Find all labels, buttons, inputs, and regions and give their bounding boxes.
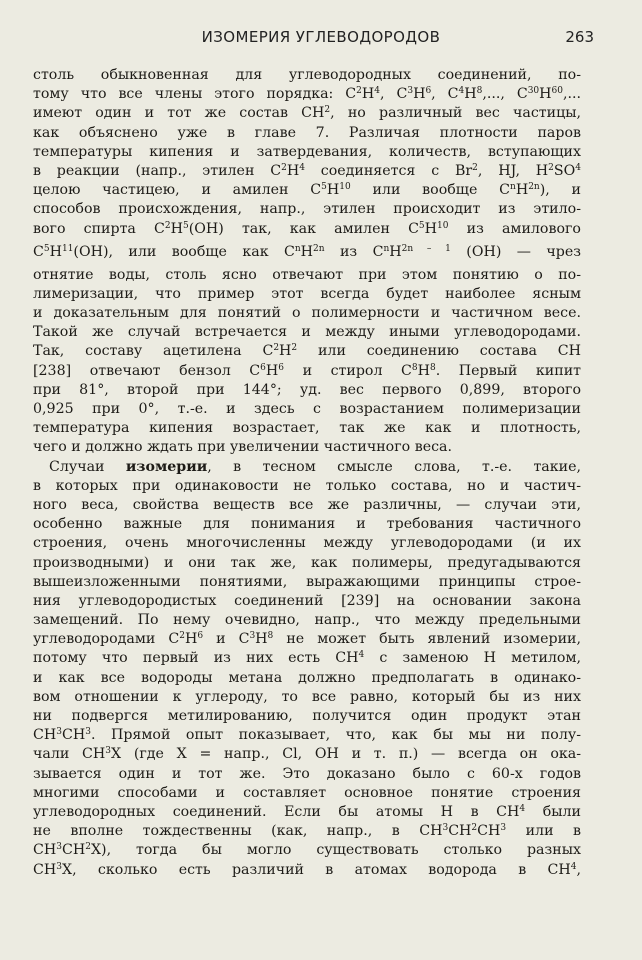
text-run: , HJ, H — [477, 162, 549, 179]
text-run: H — [265, 362, 279, 379]
text-run: и как все водороды метана должно предполагать в одинако- — [33, 669, 581, 686]
text-run: CH — [33, 842, 57, 859]
text-run: , C — [431, 86, 459, 103]
superscript: 2 — [164, 220, 171, 231]
text-line — [33, 841, 581, 860]
superscript: 3 — [56, 842, 62, 853]
superscript: 5 — [43, 243, 50, 254]
superscript: 3 — [56, 727, 62, 738]
superscript: 6 — [278, 362, 285, 373]
text-run: из амилового — [448, 220, 581, 237]
text-line — [33, 381, 581, 400]
text-line — [33, 458, 581, 477]
superscript: 6 — [425, 86, 432, 97]
text-line — [33, 611, 581, 630]
text-run: (OH) так, как амилен C — [188, 220, 419, 237]
text-run: H — [49, 243, 62, 260]
superscript: 8 — [429, 362, 436, 373]
text-run: строения, очень многочисленны между углеводородами (и их — [33, 535, 581, 552]
text-run: H — [515, 182, 529, 199]
text-line — [33, 649, 581, 668]
superscript: 2 — [273, 343, 280, 354]
superscript: 2 — [291, 343, 298, 354]
text-run: вого спирта C — [33, 220, 165, 237]
superscript: 2 — [471, 823, 478, 834]
text-run: H — [184, 631, 198, 648]
text-run: или вообще C — [350, 182, 511, 199]
text-run: температуры кипения и затвердевания, количеств, вступающих — [33, 143, 581, 160]
text-line — [33, 438, 581, 457]
text-line — [33, 477, 581, 496]
body-text — [33, 66, 581, 880]
page-number: 263 — [565, 28, 594, 46]
superscript: 3 — [500, 823, 507, 834]
text-line — [33, 784, 581, 803]
text-run: и доказательным для понятий о полимерности и частичном весе. — [33, 305, 581, 322]
text-run: H — [539, 86, 552, 103]
text-run: H — [389, 243, 402, 260]
text-run: X (где X = напр., Cl, OH и т. п.) — всегда он ока- — [111, 746, 582, 763]
text-line — [33, 220, 581, 239]
text-run: или в — [506, 823, 581, 840]
superscript: 3 — [407, 86, 414, 97]
text-run: CH — [477, 823, 501, 840]
text-run: H — [326, 182, 340, 199]
text-line — [33, 342, 581, 361]
text-line — [33, 554, 581, 573]
text-run: CH — [33, 727, 57, 744]
text-run: особенно важные для понимания и требования частичного — [33, 516, 581, 533]
text-run: H — [300, 243, 314, 260]
text-run: чего и должно ждать при увеличении частичного веса. — [33, 439, 453, 456]
superscript: 3 — [105, 746, 111, 757]
text-run: лимеризации, что пример этот всегда будет наиболее ясным — [33, 285, 581, 302]
text-run: были — [525, 803, 581, 820]
text-run: H — [417, 362, 430, 379]
text-line — [33, 323, 581, 342]
superscript: 2n — [313, 243, 325, 254]
text-run: Случаи — [49, 458, 126, 475]
text-run: H — [361, 86, 375, 103]
superscript: 8 — [267, 631, 274, 642]
text-line — [33, 496, 581, 515]
bold-term: изомерии — [125, 458, 208, 475]
text-line — [33, 143, 581, 162]
text-run: , — [576, 861, 581, 878]
text-line — [33, 266, 581, 285]
text-run: ного веса, свойства веществ все же различны, — случаи эти, — [33, 496, 581, 513]
superscript: 10 — [339, 182, 351, 193]
text-run: H — [424, 220, 438, 237]
superscript: 5 — [418, 220, 425, 231]
text-run: целою частицею, и амилен C — [33, 182, 322, 199]
text-run: углеводородами C — [33, 631, 180, 648]
superscript: 3 — [442, 823, 449, 834]
text-line — [33, 362, 581, 381]
superscript: 30 — [527, 86, 540, 97]
superscript: 2 — [281, 162, 287, 173]
text-run: CH — [448, 823, 472, 840]
text-run: вом отношении к углероду, то все равно, который бы из них — [33, 688, 581, 705]
text-run: отнятие воды, столь ясно отвечают при этом понятию о по- — [33, 266, 581, 283]
text-run: CH — [61, 842, 86, 859]
text-run: [238] отвечают бензол C — [33, 362, 261, 379]
text-line — [33, 304, 581, 323]
text-line — [33, 765, 581, 784]
text-run: CH — [33, 861, 57, 878]
running-header — [36, 28, 606, 52]
text-run: (OH) — чрез — [450, 243, 581, 260]
superscript: 4 — [570, 861, 577, 872]
superscript: 2 — [548, 162, 554, 173]
text-run: X), тогда бы могло существовать столько разных — [90, 842, 581, 859]
text-line — [33, 707, 581, 726]
text-run: X, сколько есть различий в атомах водорода в CH — [61, 861, 571, 878]
text-run: с заменою H метилом, — [364, 650, 581, 667]
text-run: Такой же случай встречается и между иными углеводородами. — [33, 324, 581, 341]
superscript: 8 — [476, 86, 483, 97]
superscript: 2n – 1 — [401, 243, 451, 254]
text-line — [33, 861, 581, 880]
text-line — [33, 285, 581, 304]
text-line — [33, 822, 581, 841]
text-run: как объяснено уже в главе 7. Различая плотности паров — [33, 124, 581, 141]
text-line — [33, 592, 581, 611]
superscript: 2 — [356, 86, 362, 97]
text-run: H — [255, 631, 268, 648]
text-run: ния углеводородистых соединений [239] на основании закона — [33, 592, 581, 609]
superscript: 2 — [472, 162, 478, 173]
text-run: , в тесном смысле слова, т.-е. такие, — [207, 458, 581, 475]
text-run: . Первый кипит — [435, 362, 582, 379]
text-run: H — [413, 86, 426, 103]
superscript: 4 — [519, 803, 526, 814]
superscript: 6 — [260, 362, 266, 373]
text-run: (OH), или вообще как C — [73, 243, 295, 260]
text-run: потому что первый из них есть CH — [33, 650, 359, 667]
text-run: температура кипения возрастает, так же как и плотность, — [33, 420, 581, 437]
text-line — [33, 400, 581, 419]
text-line — [33, 630, 581, 649]
text-run: из C — [324, 243, 384, 260]
text-line — [33, 669, 581, 688]
superscript: 10 — [437, 220, 449, 231]
text-run: в реакции (напр., этилен C — [33, 162, 282, 179]
text-run: , но различный вес частицы, — [330, 105, 581, 122]
superscript: 3 — [85, 727, 91, 738]
text-run: Так, составу ацетилена C — [33, 343, 274, 360]
text-run: имеют один и тот же состав CH — [33, 105, 325, 122]
text-line — [33, 745, 581, 764]
text-run: ,..., C — [482, 86, 528, 103]
superscript: n — [510, 182, 516, 193]
superscript: 4 — [358, 650, 365, 661]
text-run: H — [279, 343, 292, 360]
text-run: 0,925 при 0°, т.-е. и здесь с возрастанием полимеризации — [33, 401, 581, 417]
superscript: 5 — [183, 220, 189, 231]
text-line — [33, 181, 581, 200]
text-run: CH — [61, 727, 86, 744]
text-run: SO — [553, 162, 576, 179]
text-run: производными) и они так же, как полимеры, предугадываются — [33, 554, 581, 571]
text-run: ,... — [562, 86, 582, 103]
text-line — [33, 104, 581, 123]
text-run: зывается один и тот же. Это доказано было с 60-х годов — [33, 765, 581, 782]
superscript: 2 — [324, 105, 331, 116]
text-run: многими способами и составляет основное понятие строения — [33, 784, 581, 801]
text-run: тому что все члены этого порядка: C — [33, 86, 357, 103]
superscript: 3 — [249, 631, 256, 642]
text-line — [33, 726, 581, 745]
superscript: 2 — [179, 631, 185, 642]
text-run: чали CH — [33, 746, 106, 763]
superscript: 4 — [374, 86, 380, 97]
text-run: при 81°, второй при 144°; уд. вес первого 0,899, второго — [33, 381, 581, 398]
text-run: C — [33, 243, 44, 260]
text-run: столь обыкновенная для углеводородных соединений, по- — [33, 67, 581, 83]
text-run: и C — [203, 631, 250, 648]
superscript: n — [383, 243, 390, 254]
text-run: не вполне тождественны (как, напр., в CH — [33, 823, 443, 840]
text-line — [33, 124, 581, 143]
text-run: в которых при одинаковости не только состава, но и частич- — [33, 477, 581, 494]
text-run: соединяется с Br — [304, 162, 473, 179]
text-run: или соединению состава CH — [297, 343, 581, 360]
running-title: ИЗОМЕРИЯ УГЛЕВОДОРОДОВ — [201, 28, 441, 46]
text-run: не может быть явлений изомерии, — [273, 631, 581, 648]
text-run: ), и — [539, 182, 581, 199]
text-line — [33, 515, 581, 534]
superscript: 4 — [299, 162, 305, 173]
text-line — [33, 688, 581, 707]
text-line — [33, 200, 581, 219]
text-run: углеводородных соединений. Если бы атомы H в CH — [33, 803, 520, 820]
superscript: 60 — [551, 86, 563, 97]
text-run: вышеизложенными понятиями, выражающими принципы строе- — [33, 573, 581, 590]
text-run: H — [286, 162, 300, 179]
text-line — [33, 66, 581, 85]
superscript: 8 — [411, 362, 418, 373]
text-run: и стирол C — [284, 362, 412, 379]
text-line — [33, 419, 581, 438]
text-run: замещений. По нему очевидно, напр., что между предельными — [33, 612, 581, 629]
text-line — [33, 85, 581, 104]
superscript: 3 — [56, 861, 62, 872]
superscript: 11 — [61, 243, 74, 254]
superscript: 4 — [575, 162, 581, 173]
text-line — [33, 573, 581, 592]
superscript: 5 — [321, 182, 327, 193]
text-run: , C — [380, 86, 408, 103]
superscript: n — [294, 243, 301, 254]
text-line — [33, 239, 581, 266]
text-line — [33, 803, 581, 822]
superscript: 6 — [197, 631, 204, 642]
superscript: 4 — [458, 86, 465, 97]
text-run: . Прямой опыт показывает, что, как бы мы ни полу- — [90, 727, 581, 744]
superscript: 2n — [528, 182, 540, 193]
text-line — [33, 534, 581, 553]
text-run: способов происхождения, напр., этилен происходит из этило- — [33, 201, 581, 218]
superscript: 2 — [85, 842, 91, 853]
text-run: H — [170, 220, 183, 237]
text-run: ни подвергся метилированию, получится один продукт этан — [33, 708, 581, 724]
text-run: H — [464, 86, 477, 103]
text-line — [33, 162, 581, 181]
